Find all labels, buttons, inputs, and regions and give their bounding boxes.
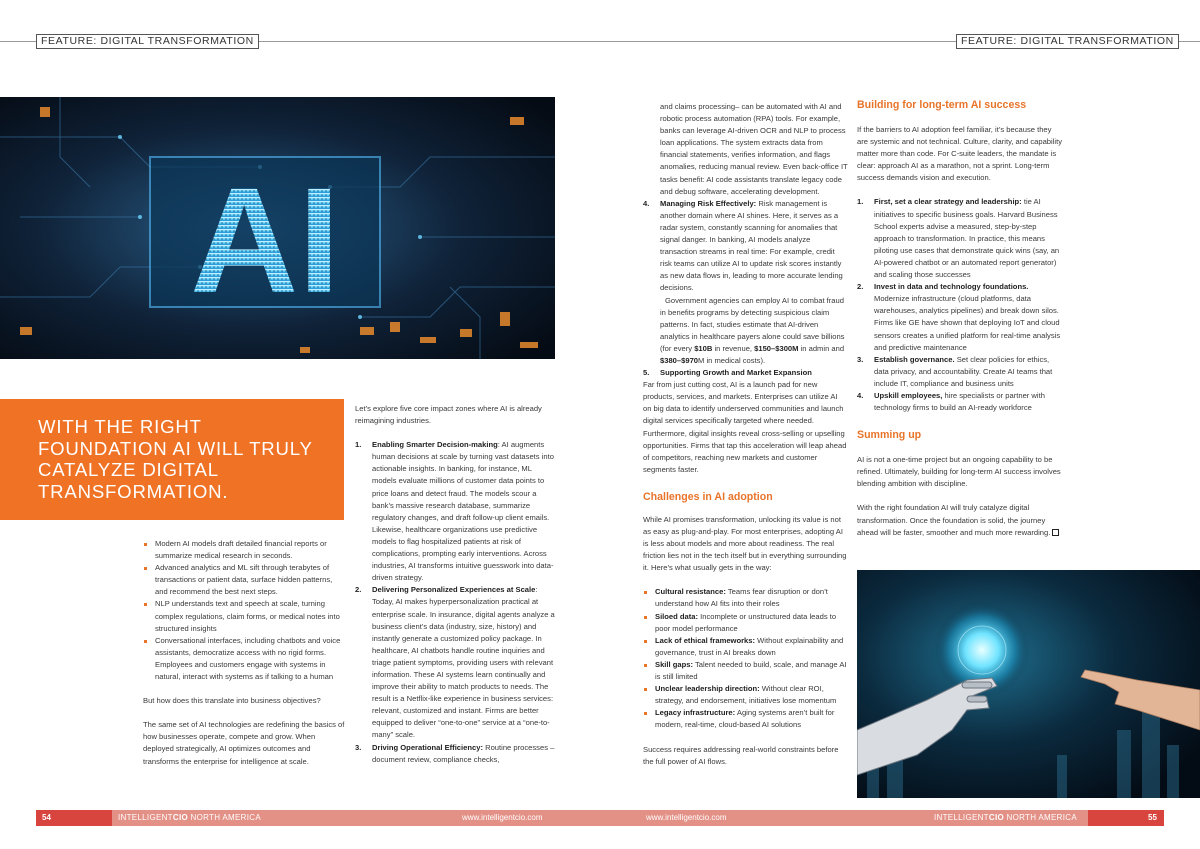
list-item: 3. Establish governance. Set clear policies for ethics, data privacy, and accountability. Create AI teams that include IT, compliance and business units [857,354,1053,388]
impact-zones-list [355,439,558,766]
item-body: Routine processes – document review, compliance checks, [372,742,555,764]
column-1 [143,538,346,768]
list-number: 3. [355,742,362,752]
list-item: Advanced analytics and ML sift through terabytes of transactions or patient data, surface hidden patterns, and recommend the best next steps. [143,562,346,598]
list-item: Unclear leadership direction: Without clear ROI, strategy, and endorsement, initiatives lose momentum [643,683,848,707]
list-item [355,584,558,741]
pull-quote-text: WITH THE RIGHT FOUNDATION AI WILL TRULY CATALYZE DIGITAL TRANSFORMATION. [38,416,313,502]
list-item [355,742,558,766]
ai-capabilities-list [143,538,346,683]
ai-chip-image [0,97,555,359]
column-2 [355,403,558,766]
list-item: Siloed data: Incomplete or unstructured data leads to poor model performance [643,611,848,635]
list-number: 1. [355,440,362,450]
item-title: Enabling Smarter Decision-making [372,440,498,450]
list-item [643,367,848,379]
item-title: Delivering Personalized Experiences at Scale [372,585,536,595]
impact-zones-list-cont [643,367,848,379]
item-body: : Today, AI makes hyperpersonalization practical at enterprise scale. In insurance, digital agents analyze a business client’s data (industry, size, history) and instantly generate a customized policy package. In healthcare, AI chatbots handle routine inquiries and triage patient symptoms, providing users with relevant information. These AI systems learn continually and improve their ability to match products to needs. The result is a Netflix-like experience in business services: relevant, customized and instant. Firms are better equipped to deliver “one-to-one” service at a “one-to-many” scale. [372,585,555,740]
header-section-tag-left: FEATURE: DIGITAL TRANSFORMATION [36,34,259,49]
section-heading: Challenges in AI adoption [643,490,773,503]
paragraph: While AI promises transformation, unlocking its value is not as easy as plug-and-play. For most enterprises, adopting AI is less about models and more about readiness. The real friction lies not in the tech itself but in everything surrounding it. Here’s what usually gets in the way: [643,514,847,573]
footer-url-right[interactable]: www.intelligentcio.com [646,813,727,822]
list-item: 1. First, set a clear strategy and leadership: tie AI initiatives to specific business goals. Harvard Business School experts advise a measured, step-by-step approach to transformation. In practice, this means piloting use cases that demonstrate quick wins (say, an AI-powered chatbot or an automated report generator) and scaling those successes [857,197,1060,280]
page-number-left: 54 [42,813,51,822]
paragraph: Government agencies can employ AI to combat fraud in benefits programs by detecting suspicious claim patterns. In fact, studies estimate that AI-driven analytics in healthcare payers alone could save billions (for every $10B in revenue, $150–$300M in admin and $380–$970M in medical costs). [660,295,845,365]
list-item: Legacy infrastructure: Aging systems aren’t built for modern, real-time, cloud-based AI solutions [643,707,848,731]
item-body: : AI augments human decisions at scale by turning vast datasets into actionable insights. In banking, for instance, ML models evaluate millions of customer data points to price loans and detect fraud. The models scour a bank’s massive research database, summarize regulatory changes, and draft follow-up client emails. Likewise, healthcare organizations use predictive models to flag hospitalized patients at risk of complications, prompting early interventions. Across industries, AI transforms intuitive guesswork into data-driven strategy. [372,440,554,583]
list-item [643,198,848,295]
list-number: 5. [643,368,650,378]
circuit-board-graphic [0,97,555,359]
robot-and-human-hand-graphic [857,570,1200,798]
paragraph: With the right foundation AI will truly catalyze digital transformation. Once the foundation is solid, the journey ahead will be faster, smoother and much more rewarding. [857,502,1062,538]
paragraph: The same set of AI technologies are redefining the basics of how businesses operate, compete and grow. When deployed strategically, AI optimizes outcomes and transforms the enterprise for intelligence at scale. [143,720,345,766]
item-title: Managing Risk Effectively: [660,198,757,208]
list-item: Lack of ethical frameworks: Without explainability and governance, trust in AI breaks down [643,635,848,659]
list-item: Conversational interfaces, including chatbots and voice assistants, democratize access with no rigid forms. Employees and customers engage with systems in natural, interact with systems as if talking to a human [143,635,346,683]
ai-glowing-letters: AI [190,156,340,324]
footer-brand-left: INTELLIGENTCIO NORTH AMERICA [118,813,261,822]
paragraph: Let’s explore five core impact zones where AI is already reimagining industries. [355,404,542,426]
paragraph: Success requires addressing real-world constraints before the full power of AI flows. [643,744,839,766]
header-section-tag-right: FEATURE: DIGITAL TRANSFORMATION [956,34,1179,49]
list-item: Modern AI models draft detailed financial reports or summarize medical research in seconds. [143,538,346,562]
end-mark-icon [1052,529,1059,536]
robot-hand-image [857,570,1200,798]
footer-url-left[interactable]: www.intelligentcio.com [462,813,543,822]
paragraph: But how does this translate into business objectives? [143,696,321,706]
column-3 [643,101,848,768]
list-item: 2. Invest in data and technology foundations. Modernize infrastructure (cloud platforms, data warehouses, analytics pipelines) and break down silos. Firms like GE have shown that deploying IoT and cloud sensors creates a unified platform for real-time analysis and predictive maintenance [857,282,1061,352]
list-item: NLP understands text and speech at scale, turning complex regulations, claim forms, or medical notes into structured insights [143,598,346,634]
paragraph: Far from just cutting cost, AI is a launch pad for new products, services, and markets. Enterprises can utilize AI on big data to identify underserved communities and launch digital services specifically targeted where needed. Furthermore, digital insights reveal cross-selling or upselling opportunities. Firms that tap this acceleration will leap ahead of competitors, reaching new markets and customer segments faster. [643,380,847,474]
page-number-right: 55 [1148,813,1157,822]
list-item: Cultural resistance: Teams fear disruption or don’t understand how AI fits into their roles [643,586,848,610]
paragraph: If the barriers to AI adoption feel familiar, it’s because they are systemic and not technical. Culture, clarity, and capability matter more than code. For C-suite leaders, the mandate is clear: approach AI as a marathon, not a sprint. Long-term success demands vision and execution. [857,125,1062,183]
success-steps-list [857,196,1062,414]
list-number: 2. [355,585,362,595]
pull-quote-box [0,399,344,520]
section-heading: Summing up [857,429,922,442]
impact-zones-list-cont [643,198,848,295]
challenges-list [643,586,848,731]
column-4 [857,99,1062,539]
item-title: Supporting Growth and Market Expansion [660,368,812,378]
paragraph: AI is not a one-time project but an ongoing capability to be refined. Ultimately, building for long-term AI success involves blending ambition with discipline. [857,455,1061,489]
section-heading: Building for long-term AI success [857,99,1027,111]
list-number: 4. [643,198,650,208]
item-title: Driving Operational Efficiency: [372,742,483,752]
list-item: Skill gaps: Talent needed to build, scale, and manage AI is still limited [643,659,848,683]
list-item [355,439,558,584]
list-item: 4. Upskill employees, hire specialists or partner with technology firms to build an AI-ready workforce [857,390,1045,413]
paragraph: and claims processing– can be automated with AI and robotic process automation (RPA) tools. For example, banks can leverage AI-driven OCR and NLP to process loan applications. The system extracts data from financial statements, verifies information, and flags anomalies, reducing manual review. Even back-office IT tasks benefit: AI code assistants translate legacy code and debug software, accelerating development. [660,102,848,196]
item-body: Risk management is another domain where AI shines. Here, it serves as a radar system, constantly scanning for anomalies that signal danger. In banking, AI models analyze transaction streams in real time: For example, credit risk teams can utilize AI to update risk scores instantly as new data flows in, leading to more accurate lending decisions. [660,198,843,293]
footer-brand-right: INTELLIGENTCIO NORTH AMERICA [934,813,1077,822]
